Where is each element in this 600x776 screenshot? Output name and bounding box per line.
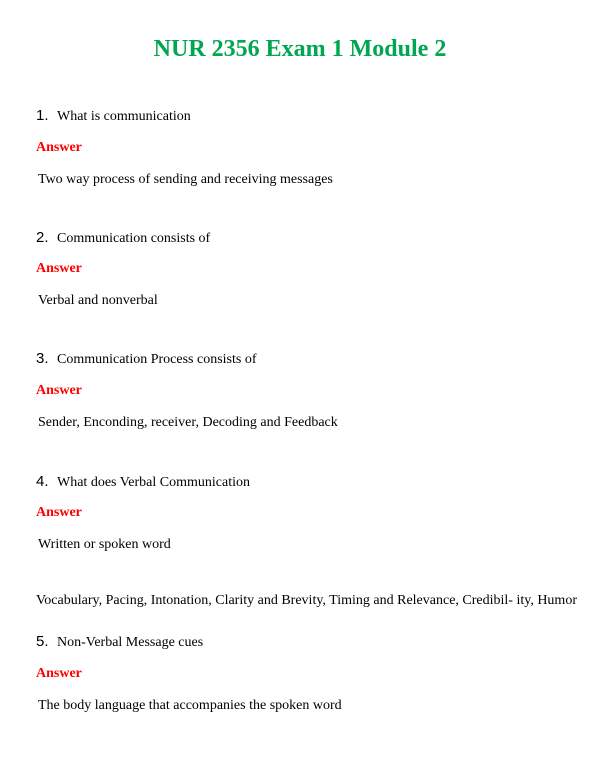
question-number: 1.: [36, 107, 49, 124]
question-5: [36, 633, 203, 652]
answer-label-5: Answer: [36, 666, 82, 681]
answer-label-1: Answer: [36, 140, 82, 155]
question-text: Non-Verbal Message cues: [57, 635, 204, 650]
page-title: NUR 2356 Exam 1 Module 2: [153, 36, 447, 62]
answer-label-3: Answer: [36, 383, 82, 398]
question-3: [36, 350, 257, 369]
question-1: [36, 107, 191, 126]
answer-text-3: Sender, Enconding, receiver, Decoding and Feedback: [38, 415, 338, 430]
question-number: 4.: [36, 473, 49, 490]
answer-label-4: Answer: [36, 505, 82, 520]
question-text: What is communication: [57, 109, 191, 124]
question-4: [36, 473, 250, 492]
question-number: 2.: [36, 229, 49, 246]
answer-label-2: Answer: [36, 261, 82, 276]
question-2: [36, 229, 210, 248]
answer-text-5: The body language that accompanies the spoken word: [38, 698, 342, 713]
answer-text-1: Two way process of sending and receiving messages: [38, 172, 333, 187]
question-text: Communication Process consists of: [57, 352, 257, 367]
answer-text-2: Verbal and nonverbal: [38, 293, 158, 308]
answer-text-4: Written or spoken word: [38, 537, 171, 552]
verbal-elements-note: Vocabulary, Pacing, Intonation, Clarity and Brevity, Timing and Relevance, Credibil- ity, Humor: [36, 593, 577, 608]
question-text: What does Verbal Communication: [57, 475, 250, 490]
question-number: 3.: [36, 350, 49, 367]
question-number: 5.: [36, 633, 49, 650]
question-text: Communication consists of: [57, 231, 211, 246]
